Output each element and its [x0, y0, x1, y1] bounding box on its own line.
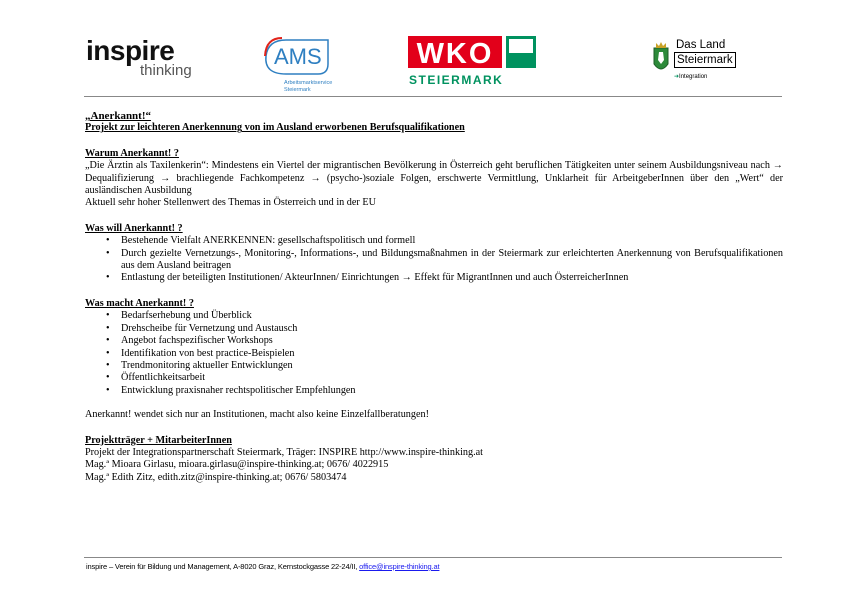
list-item: • Entlastung der beteiligten Institutionen/ AkteurInnen/ Einrichtungen → Effekt für MigrantInnen und auch ÖsterreicherInnen	[85, 272, 783, 284]
section-heading-will: Was will Anerkannt! ?	[85, 222, 183, 234]
steiermark-logo-sub: ➜Integration	[674, 74, 708, 80]
footer	[86, 562, 439, 571]
wko-logo-graphic	[408, 36, 538, 92]
document-subtitle: Projekt zur leichteren Anerkennung von im Ausland erworbenen Berufsqualifikationen	[85, 122, 465, 134]
arrow-icon: ➜	[674, 74, 680, 80]
ams-logo-graphic	[264, 34, 374, 96]
wko-logo	[408, 36, 538, 92]
steiermark-logo-text	[674, 38, 736, 84]
list-macht	[85, 310, 783, 397]
ams-logo-line1: Arbeitsmarktservice	[284, 80, 333, 86]
inspire-logo	[86, 35, 196, 88]
coat-of-arms-icon	[652, 40, 670, 76]
list-item: • Bedarfserhebung und Überblick	[85, 310, 783, 322]
list-item: • Öffentlichkeitsarbeit	[85, 372, 783, 384]
footer-divider	[84, 557, 782, 558]
logo-bar	[0, 30, 842, 93]
note-text: Anerkannt! wendet sich nur an Institutionen, macht also keine Einzelfallberatungen!	[85, 409, 429, 421]
list-item: • Durch gezielte Vernetzungs-, Monitoring-, Informations-, und Bildungsmaßnahmen in der Steiermark zur erleichterten Anerkennung von Berufsqualifikationen aus dem Ausland beitragen	[85, 248, 783, 273]
section-heading-warum: Warum Anerkannt! ?	[85, 147, 179, 159]
list-item: • Drehscheibe für Vernetzung und Austausch	[85, 323, 783, 335]
section-text-warum-2: Aktuell sehr hoher Stellenwert des Themas in Österreich und in der EU	[85, 197, 376, 209]
list-item: • Identifikation von best practice-Beispielen	[85, 348, 783, 360]
list-item: • Trendmonitoring aktueller Entwicklungen	[85, 360, 783, 372]
team-line: Mag.ª Mioara Girlasu, mioara.girlasu@inspire-thinking.at; 0676/ 4022915	[85, 459, 389, 471]
inspire-logo-sub: thinking	[140, 62, 192, 79]
wko-logo-sub: STEIERMARK	[409, 73, 504, 87]
list-will	[85, 235, 783, 285]
wko-logo-word: WKO	[416, 38, 494, 70]
list-item: • Bestehende Vielfalt ANERKENNEN: gesellschaftspolitisch und formell	[85, 235, 783, 247]
steiermark-logo-line1: Das Land	[674, 38, 736, 53]
steiermark-logo	[652, 38, 762, 90]
inspire-logo-word: inspire	[86, 35, 175, 66]
document-body	[85, 110, 783, 484]
ams-logo-word: AMS	[274, 44, 322, 69]
section-text-warum: „Die Ärztin als Taxilenkerin“: Mindestens ein Viertel der migrantischen Bevölkerung in Österreich geht beruflichen Tätigkeiten unter seinem Ausbildungsniveau nach → Dequalifizierung → brachliegende Fachkompetenz → (psycho-)soziale Folgen, erschwerte Vermittlung, Unklarheit für ArbeitgeberInnen über den „Wert“ der ausländischen Ausbildung	[85, 160, 783, 197]
team-line: Mag.ª Edith Zitz, edith.zitz@inspire-thinking.at; 0676/ 5803474	[85, 471, 347, 483]
list-item: • Entwicklung praxisnaher rechtspolitischer Empfehlungen	[85, 385, 783, 397]
ams-logo-line2: Steiermark	[284, 87, 311, 93]
footer-text: inspire – Verein für Bildung und Management, A-8020 Graz, Kernstockgasse 22-24/II,	[86, 562, 360, 571]
steiermark-logo-line2: Steiermark	[674, 53, 736, 68]
list-item: • Angebot fachspezifischer Workshops	[85, 335, 783, 347]
document-title: „Anerkannt!“	[85, 110, 152, 122]
team-line: Projekt der Integrationspartnerschaft Steiermark, Träger: INSPIRE http://www.inspire-thinking.at	[85, 446, 483, 458]
section-heading-team: Projektträger + MitarbeiterInnen	[85, 434, 232, 446]
header-divider	[84, 96, 782, 97]
section-heading-macht: Was macht Anerkannt! ?	[85, 297, 194, 309]
ams-logo	[264, 34, 374, 94]
footer-email-link[interactable]: office@inspire-thinking.at	[359, 562, 440, 571]
